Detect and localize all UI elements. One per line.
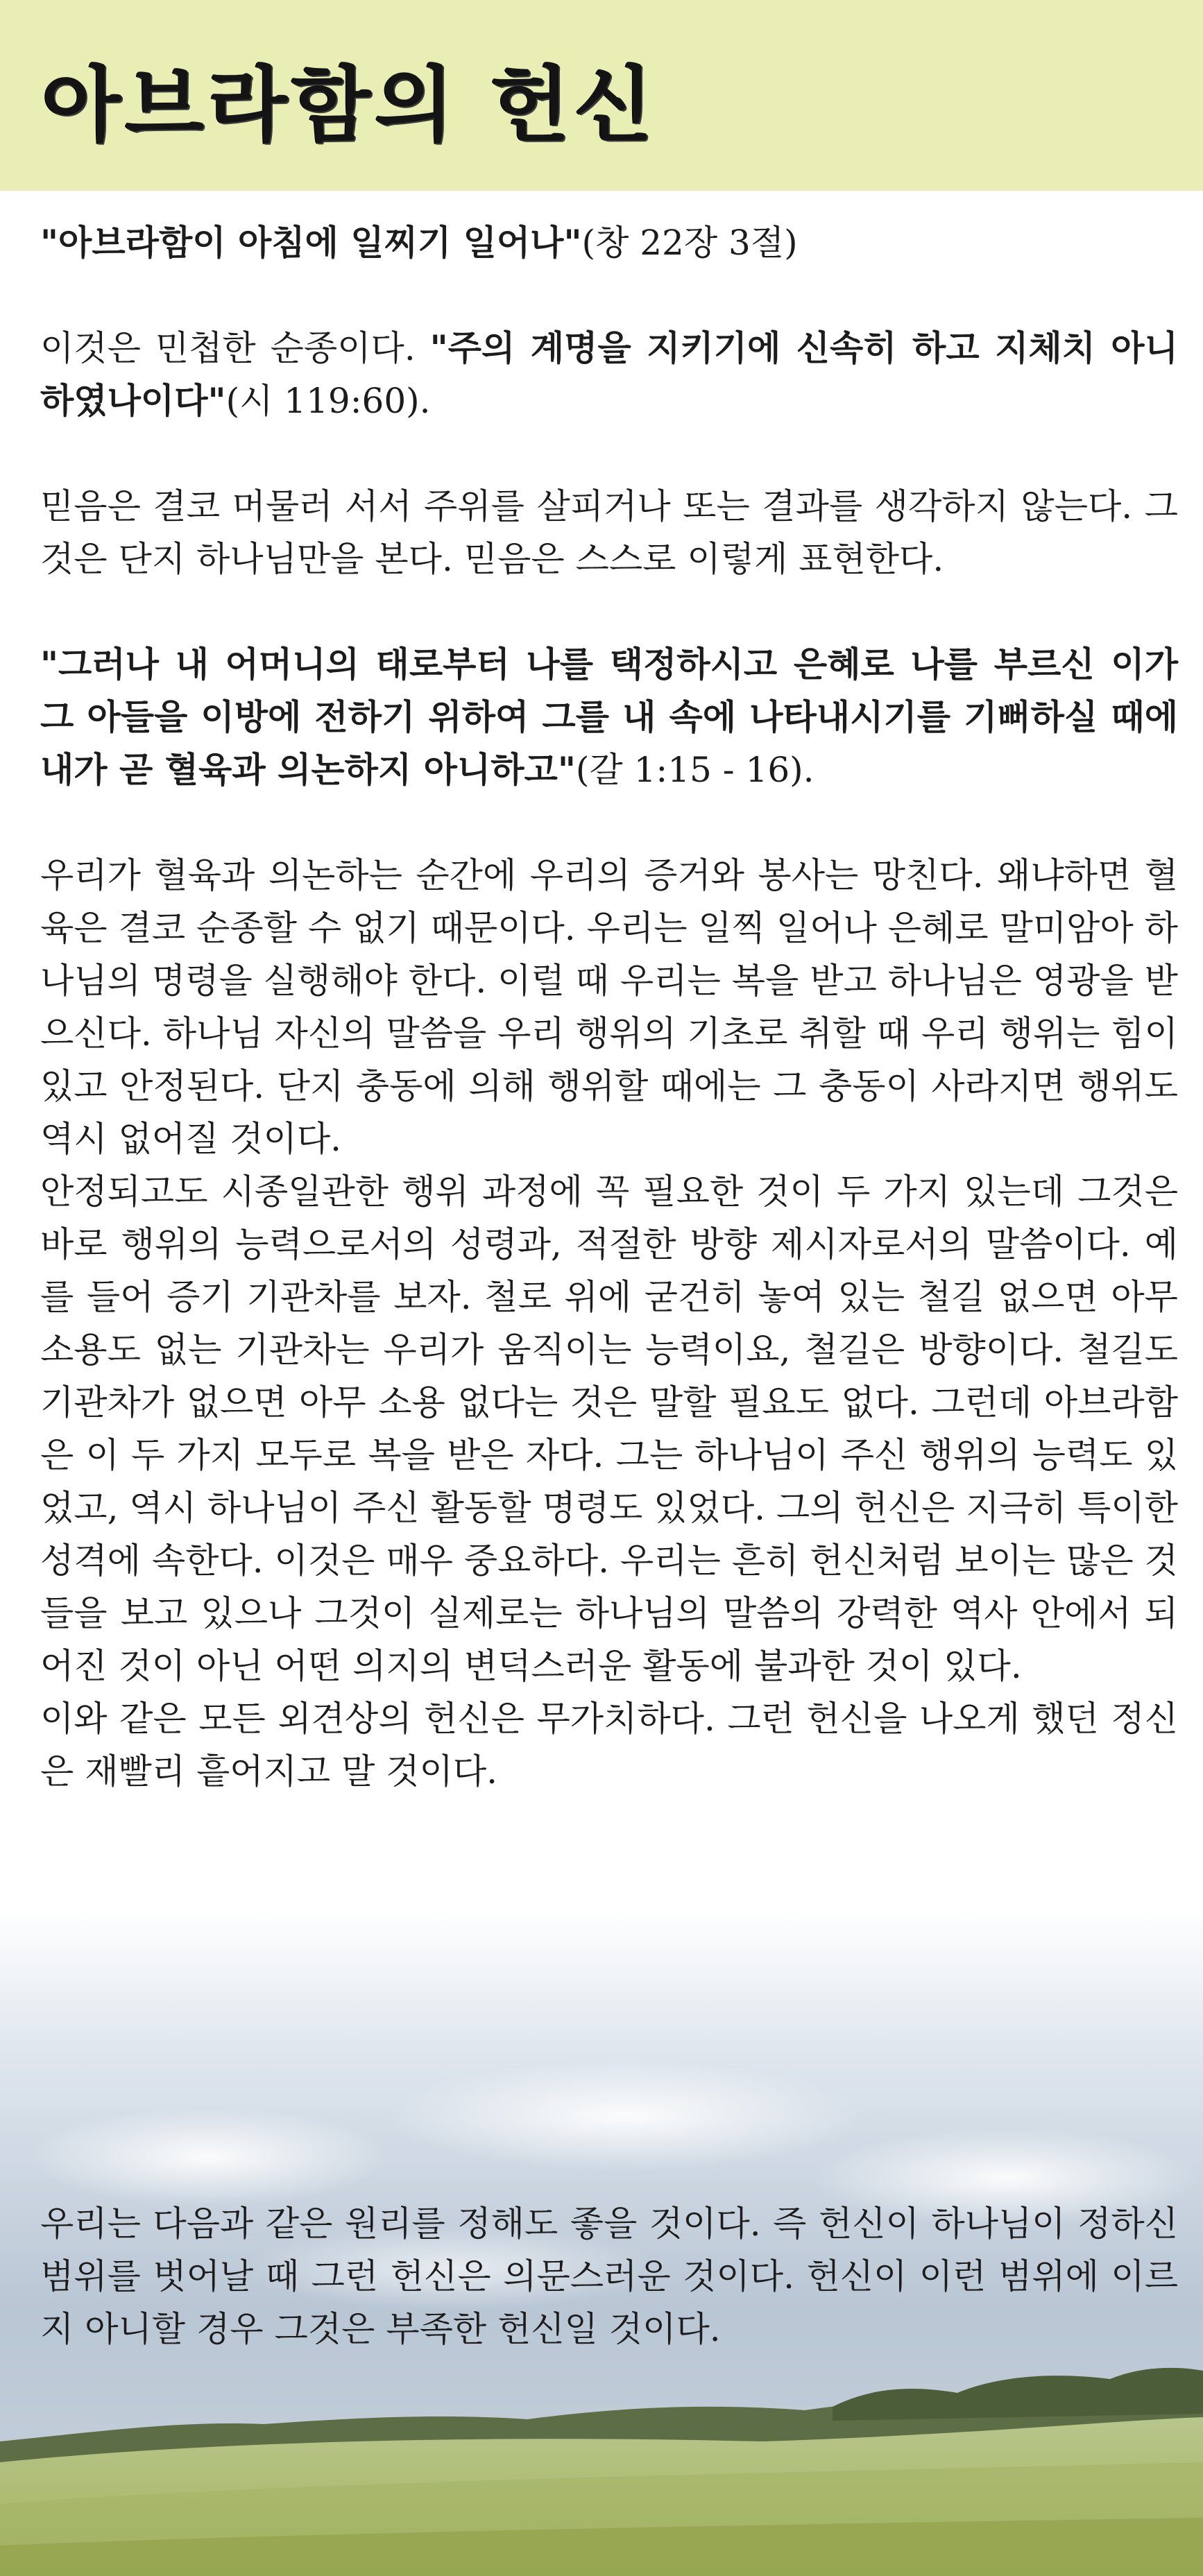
paragraph-locomotive: 안정되고도 시종일관한 행위 과정에 꼭 필요한 것이 두 가지 있는데 그것은 바로 행위의 능력으로서의 성령과, 적절한 방향 제시자로서의 말씀이다. 예를 들어 증기 기관차를 보자. 철로 위에 굳건히 놓여 있는 철길 없으면 아무 소용도 없는 기관차는 우리가 움직이는 능력이요, 철길은 방향이다. 철길도 기관차가 없으면 아무 소용 없다는 것은 말할 필요도 없다. 그런데 아브라함은 이 두 가지 모두로 복을 받은 자다. 그는 하나님이 주신 행위의 능력도 있었고, 역시 하나님이 주신 활동할 명령도 있었다. 그의 헌신은 지극히 특이한 성격에 속한다. 이것은 매우 중요하다. 우리는 흔히 헌신처럼 보이는 많은 것들을 보고 있으나 그것이 실제로는 하나님의 말씀의 강력한 역사 안에서 되어진 것이 아닌 어떤 의지의 변덕스러운 활동에 불과한 것이 있다. — [40, 1171, 1178, 1686]
scripture-quote: "그러나 내 어머니의 태로부터 나를 택정하시고 은혜로 나를 부르신 이가 그 아들을 이방에 전하기 위하여 그를 내 속에 나타내시기를 기뻐하실 때에 내가 곧 혈육과 의논하지 아니하고" — [40, 644, 1178, 790]
body-content — [40, 216, 1178, 1798]
paragraph-principle: 우리는 다음과 같은 원리를 정해도 좋을 것이다. 즉 헌신이 하나님이 정하신 범위를 벗어날 때 그런 헌신은 의문스러운 것이다. 헌신이 이런 범위에 이르지 아니할 경우 그것은 부족한 헌신일 것이다. — [40, 2204, 1178, 2349]
header-band — [0, 0, 1203, 191]
page-title: 아브라함의 헌신 — [42, 57, 657, 153]
scripture-reference: (갈 1:15 - 16). — [575, 750, 814, 790]
paragraph-intro-quote — [40, 216, 1178, 269]
paragraph-testimony: 우리가 혈육과 의논하는 순간에 우리의 증거와 봉사는 망친다. 왜냐하면 혈육은 결코 순종할 수 없기 때문이다. 우리는 일찍 일어나 은혜로 말미암아 하나님의 명령을 실행해야 한다. 이럴 때 우리는 복을 받고 하나님은 영광을 받으신다. 하나님 자신의 말씀을 우리 행위의 기초로 취할 때 우리 행위는 힘이 있고 안정된다. 단지 충동에 의해 행위할 때에는 그 충동이 사라지면 행위도 역시 없어질 것이다. — [40, 855, 1178, 1159]
paragraph-galatians-quote — [40, 638, 1178, 796]
scripture-quote: "아브라함이 아침에 일찌기 일어나" — [40, 223, 582, 263]
paragraph-obedience — [40, 322, 1178, 427]
paragraph-faith: 믿음은 결코 머물러 서서 주위를 살피거나 또는 결과를 생각하지 않는다. 그것은 단지 하나님만을 본다. 믿음은 스스로 이렇게 표현한다. — [40, 486, 1178, 579]
paragraph-appearance: 이와 같은 모든 외견상의 헌신은 무가치하다. 그런 헌신을 나오게 했던 정신은 재빨리 흩어지고 말 것이다. — [40, 1699, 1178, 1792]
scripture-quote: "주의 계명을 지키기에 신속히 하고 지체치 아니하였나이다" — [40, 328, 1178, 421]
scripture-reference: (창 22장 3절) — [581, 223, 798, 263]
scripture-reference: (시 119:60). — [225, 381, 431, 421]
paragraph-text: 이것은 민첩한 순종이다. — [40, 328, 430, 368]
